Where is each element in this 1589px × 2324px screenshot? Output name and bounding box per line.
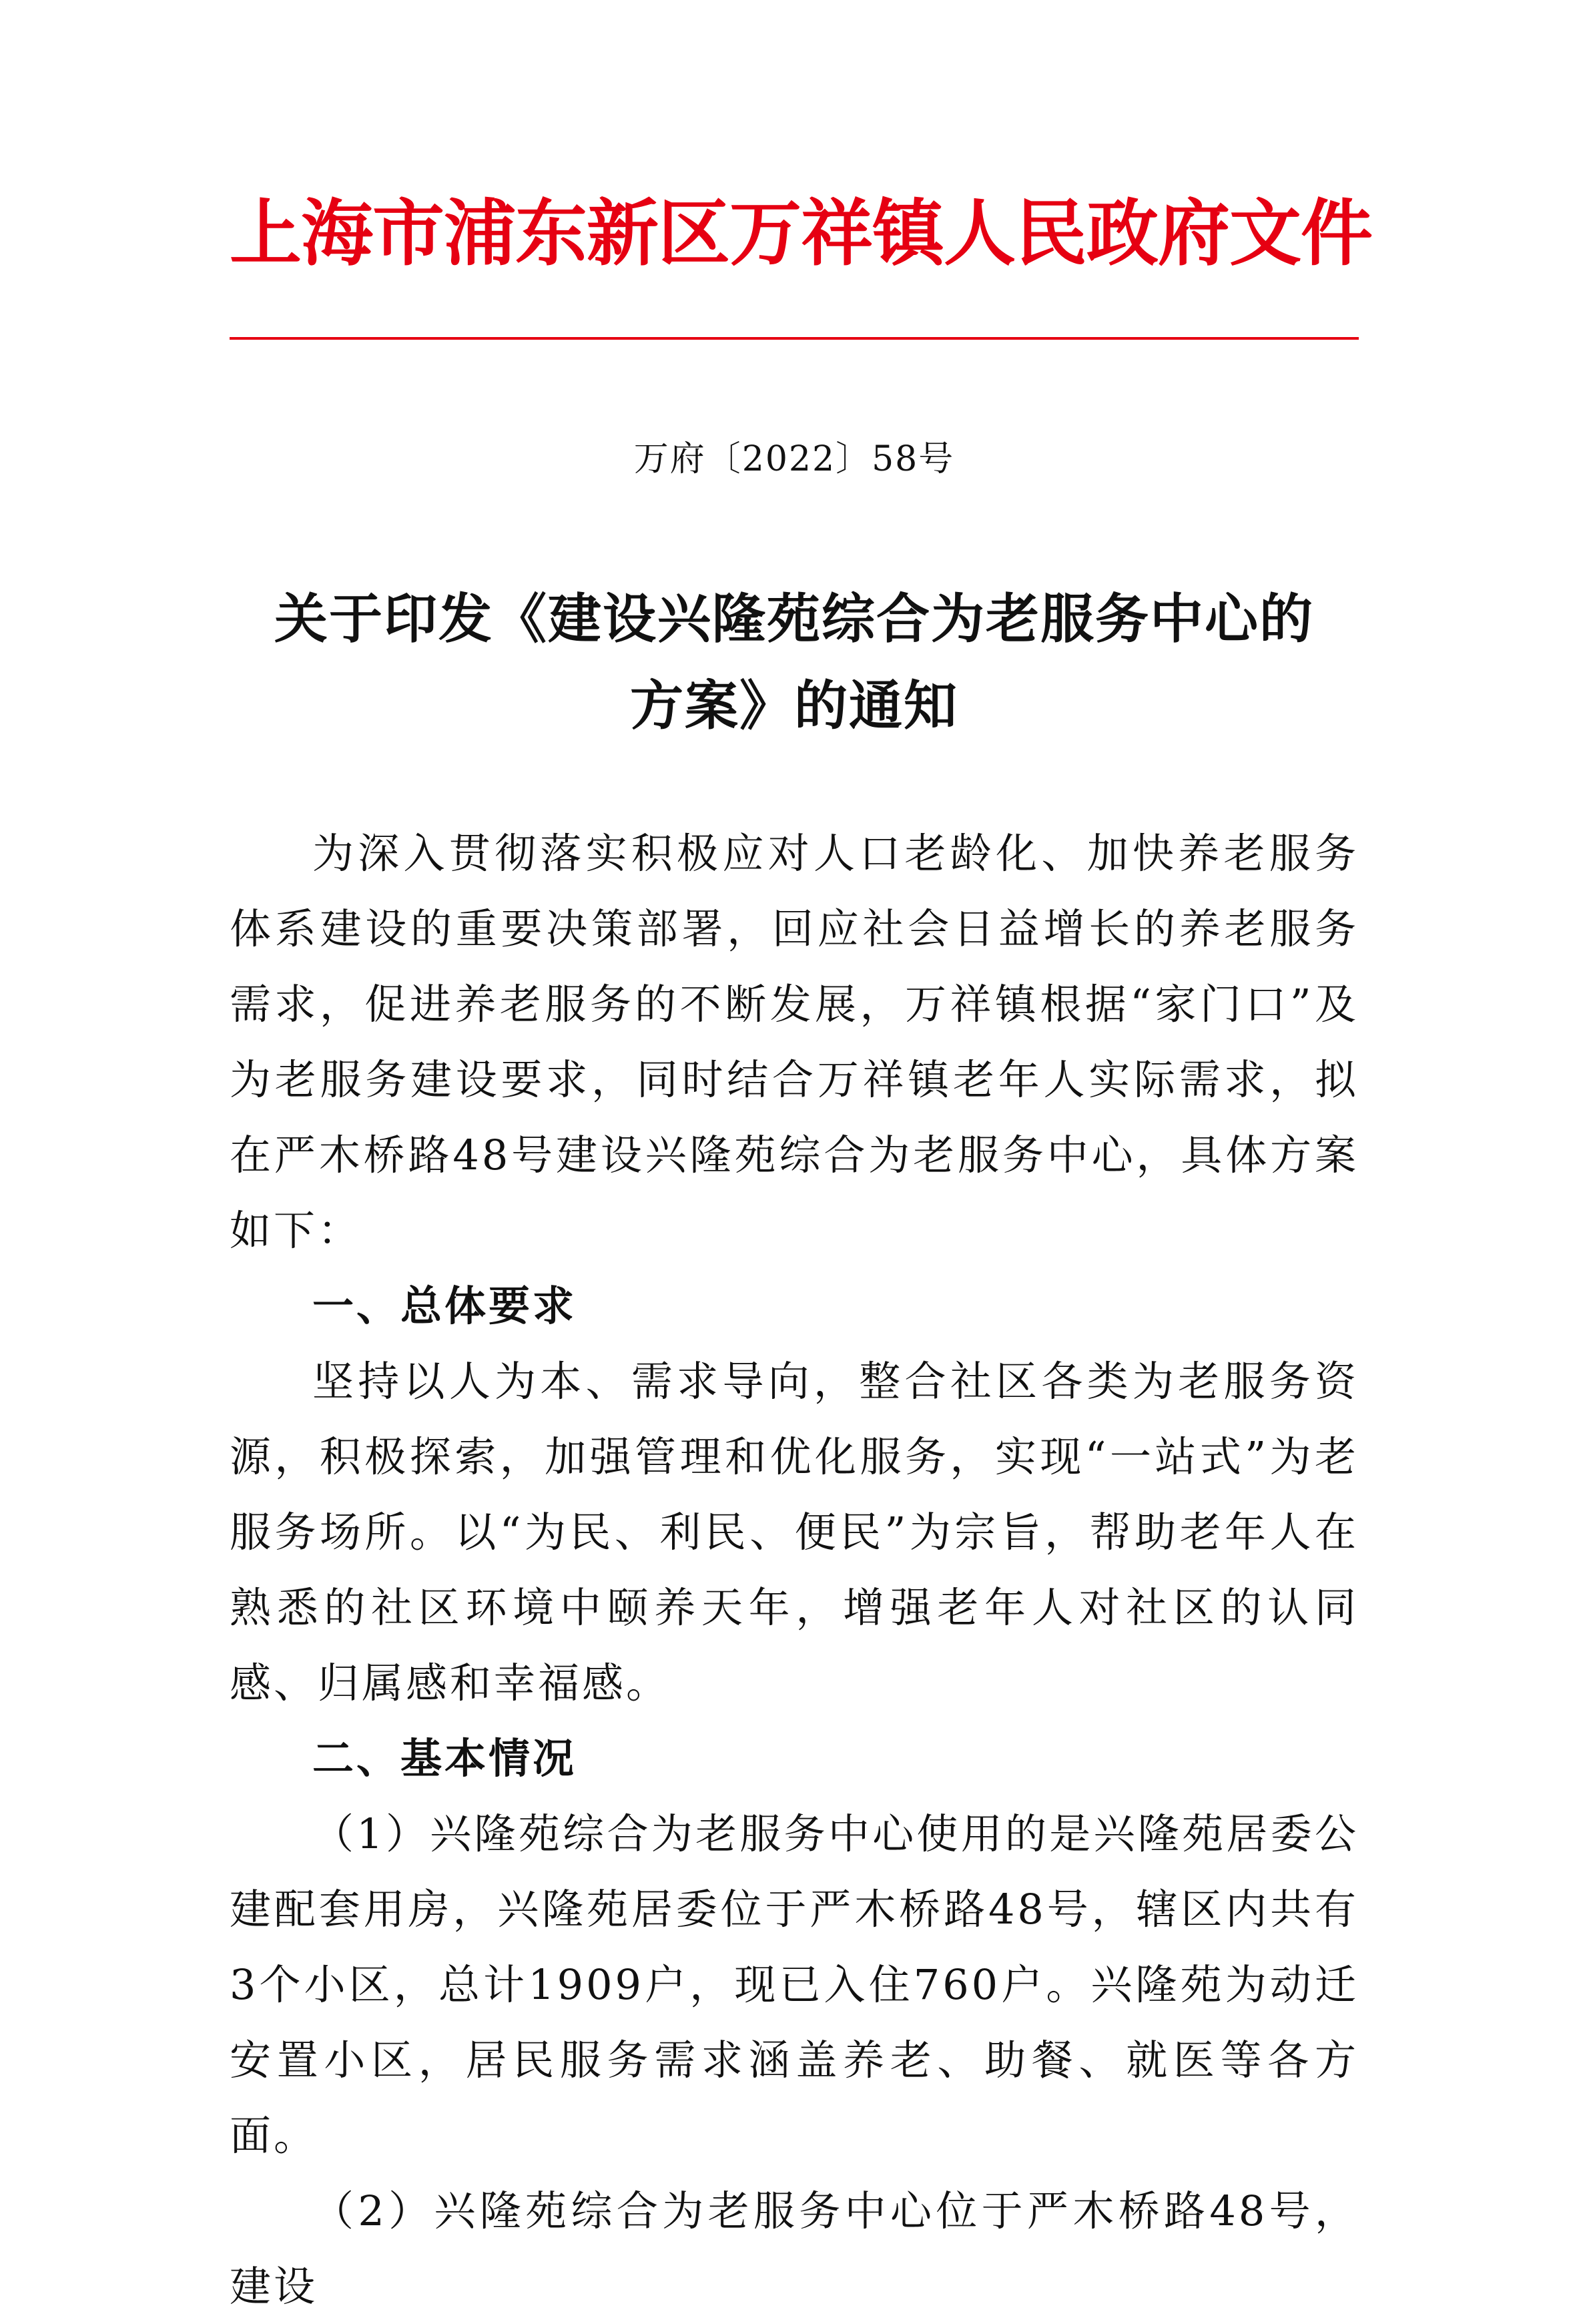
general-requirements-paragraph: 坚持以人为本、需求导向，整合社区各类为老服务资源，积极探索，加强管理和优化服务，实现“一站式”为老服务场所。以“为民、利民、便民”为宗旨，帮助老年人在熟悉的社区环境中颐养天年，增强老年人对社区的认同感、归属感和幸福感。 (230, 1357, 1359, 1707)
document-number: 万府〔2022〕58号 (633, 439, 955, 479)
basic-situation-item-2: （2）兴隆苑综合为老服务中心位于严木桥路48号，建设 (230, 2187, 1359, 2311)
basic-situation-item-1: （1）兴隆苑综合为老服务中心使用的是兴隆苑居委公建配套用房，兴隆苑居委位于严木桥路48号，辖区内共有3个小区，总计1909户，现已入住760户。兴隆苑为动迁安置小区，居民服务需求涵盖养老、助餐、就医等各方面。 (230, 1809, 1359, 2160)
document-title (230, 575, 1359, 749)
issuer-letterhead: 上海市浦东新区万祥镇人民政府文件 (230, 192, 1373, 276)
document-title-line-2: 方案》的通知 (630, 674, 958, 737)
document-body (230, 816, 1359, 2324)
section-heading-general-requirements: 一、总体要求 (312, 1281, 577, 1330)
document-title-line-1: 关于印发《建设兴隆苑综合为老服务中心的 (274, 587, 1314, 650)
section-heading-basic-situation: 二、基本情况 (312, 1734, 577, 1783)
intro-paragraph: 为深入贯彻落实积极应对人口老龄化、加快养老服务体系建设的重要决策部署，回应社会日益增长的养老服务需求，促进养老服务的不断发展，万祥镇根据“家门口”及为老服务建设要求，同时结合万祥镇老年人实际需求，拟在严木桥路48号建设兴隆苑综合为老服务中心，具体方案如下： (230, 829, 1359, 1255)
red-divider-line (230, 337, 1359, 340)
